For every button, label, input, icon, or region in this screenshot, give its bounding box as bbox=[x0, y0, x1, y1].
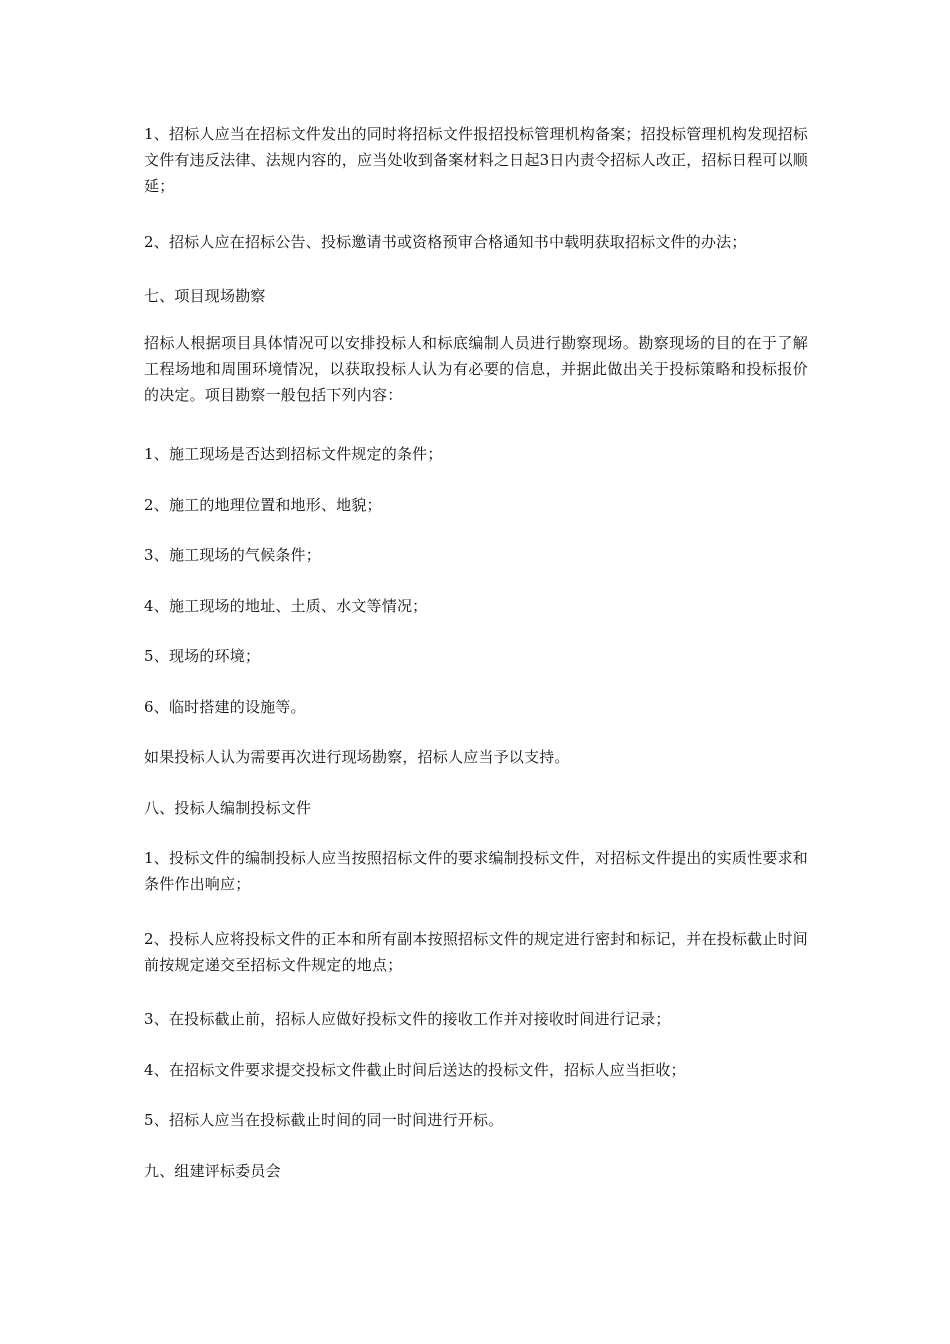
list-item-bid-4: 4、在招标文件要求提交投标文件截止时间后送达的投标文件，招标人应当拒收； bbox=[144, 1061, 686, 1079]
section-heading-site-survey: 七、项目现场勘察 bbox=[144, 287, 266, 305]
list-item-survey-1: 1、施工现场是否达到招标文件规定的条件； bbox=[144, 445, 443, 463]
list-item-bid-5: 5、招标人应当在投标截止时间的同一时间进行开标。 bbox=[144, 1111, 504, 1129]
list-item-bid-3: 3、在投标截止前，招标人应做好投标文件的接收工作并对接收时间进行记录； bbox=[144, 1010, 671, 1028]
list-item-bid-1: 1、投标文件的编制投标人应当按照招标文件的要求编制投标文件，对招标文件提出的实质性要求和条件作出响应； bbox=[144, 849, 808, 893]
list-item-survey-4: 4、施工现场的地址、土质、水文等情况； bbox=[144, 597, 428, 615]
paragraph-resurvey-support: 如果投标人认为需要再次进行现场勘察，招标人应当予以支持。 bbox=[144, 748, 570, 766]
paragraph-obtain-method: 2、招标人应在招标公告、投标邀请书或资格预审合格通知书中载明获取招标文件的办法； bbox=[144, 233, 747, 251]
list-item-survey-3: 3、施工现场的气候条件； bbox=[144, 546, 321, 564]
section-heading-evaluation-committee: 九、组建评标委员会 bbox=[144, 1162, 281, 1180]
paragraph-site-survey-intro: 招标人根据项目具体情况可以安排投标人和标底编制人员进行勘察现场。勘察现场的目的在于了解工程场地和周围环境情况，以获取投标人认为有必要的信息，并据此做出关于投标策略和投标报价的决定。项目勘察一般包括下列内容： bbox=[144, 334, 808, 404]
list-item-survey-2: 2、施工的地理位置和地形、地貌； bbox=[144, 496, 382, 514]
list-item-survey-6: 6、临时搭建的设施等。 bbox=[144, 698, 306, 716]
paragraph-filing-requirement: 1、招标人应当在招标文件发出的同时将招标文件报招投标管理机构备案；招投标管理机构发现招标文件有违反法律、法规内容的，应当处收到备案材料之日起3日内责令招标人改正，招标日程可以顺延； bbox=[144, 125, 808, 195]
list-item-survey-5: 5、现场的环境； bbox=[144, 647, 261, 665]
section-heading-bid-preparation: 八、投标人编制投标文件 bbox=[144, 799, 312, 817]
list-item-bid-2: 2、投标人应将投标文件的正本和所有副本按照招标文件的规定进行密封和标记，并在投标截止时间前按规定递交至招标文件规定的地点； bbox=[144, 930, 808, 974]
